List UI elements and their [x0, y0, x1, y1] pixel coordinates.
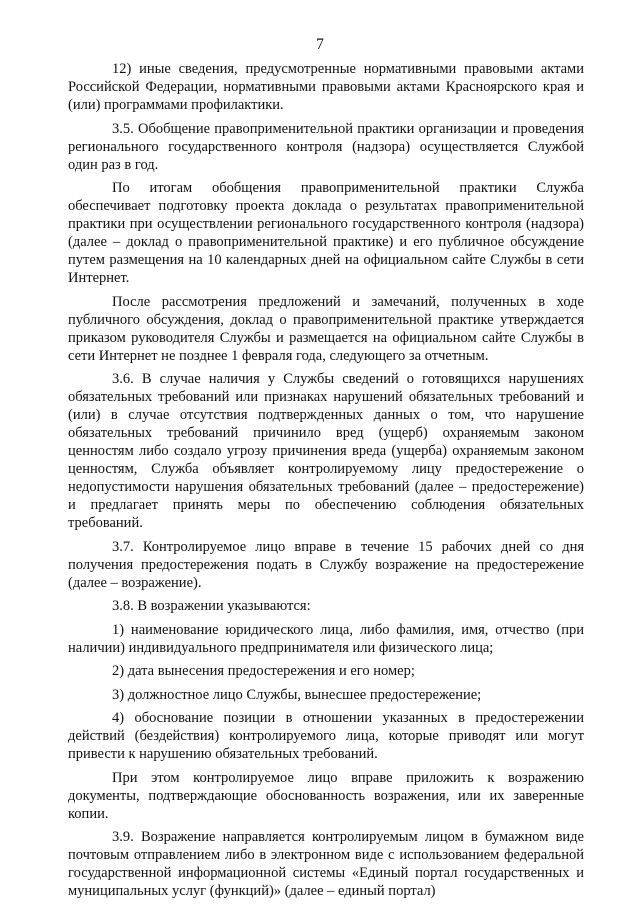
- paragraph-report-approval: После рассмотрения предложений и замечаний, полученных в ходе публичного обсуждения, доклад о правоприменительной практике утверждается приказом руководителя Службы и размещается на официальном сайте Службы в сети Интернет не позднее 1 февраля года, следующего за отчетным.: [68, 293, 584, 364]
- paragraph-3-9-submission: 3.9. Возражение направляется контролируемым лицом в бумажном виде почтовым отправлением либо в электронном виде с использованием федеральной государственной информационной системы «Единый портал государственных и муниципальных услуг (функций)» (далее – единый портал): [68, 829, 584, 899]
- list-item-3-official: 3) должностное лицо Службы, вынесшее предостережение;: [112, 686, 482, 703]
- paragraph-3-8-objection-contents: 3.8. В возражении указываются:: [112, 598, 311, 614]
- document-body: [68, 60, 584, 906]
- paragraph-report-preparation: По итогам обобщения правоприменительной практики Служба обеспечивает подготовку проекта доклада о результатах правоприменительной практики при осуществлении регионального государственного контроля (надзора) (далее – доклад о правоприменительной практике) и его публичное обсуждение путем размещения на 10 календарных дней на официальном сайте Службы в сети Интернет.: [68, 180, 584, 286]
- paragraph-attachments: При этом контролируемое лицо вправе приложить к возражению документы, подтверждающие обоснованность возражения, или их заверенные копии.: [68, 769, 584, 822]
- list-item-2-date: 2) дата вынесения предостережения и его номер;: [112, 663, 415, 679]
- paragraph-3-5-generalization: 3.5. Обобщение правоприменительной практики организации и проведения регионального государственного контроля (надзора) осуществляется Службой один раз в год.: [68, 120, 584, 173]
- paragraph-3-6-warning: 3.6. В случае наличия у Службы сведений о готовящихся нарушениях обязательных требований или признаках нарушений обязательных требований и (или) в случае отсутствия подтвержденных данных о том, что нарушение обязательных требований причинило вред (ущерб) охраняемым законом ценностям либо создало угрозу причинения вреда (ущерба) охраняемым законом ценностям, Служба объявляет контролируемому лицу предостережение о недопустимости нарушения обязательных требований (далее – предостережение) и предлагает принять меры по обеспечению соблюдения обязательных требований.: [68, 371, 584, 531]
- page-number: 7: [316, 36, 324, 53]
- list-item-4-justification: 4) обоснование позиции в отношении указанных в предостережении действий (бездействия) контролируемого лица, которые приводят или могут привести к нарушению обязательных требований.: [68, 710, 584, 762]
- paragraph-item-12-other-info: 12) иные сведения, предусмотренные нормативными правовыми актами Российской Федерации, нормативными правовыми актами Красноярского края и (или) программами профилактики.: [68, 61, 584, 113]
- paragraph-3-7-objection: 3.7. Контролируемое лицо вправе в течение 15 рабочих дней со дня получения предостережения подать в Службу возражение на предостережение (далее – возражение).: [68, 538, 584, 591]
- list-item-1-name: 1) наименование юридического лица, либо фамилия, имя, отчество (при наличии) индивидуального предпринимателя или физического лица;: [68, 621, 584, 656]
